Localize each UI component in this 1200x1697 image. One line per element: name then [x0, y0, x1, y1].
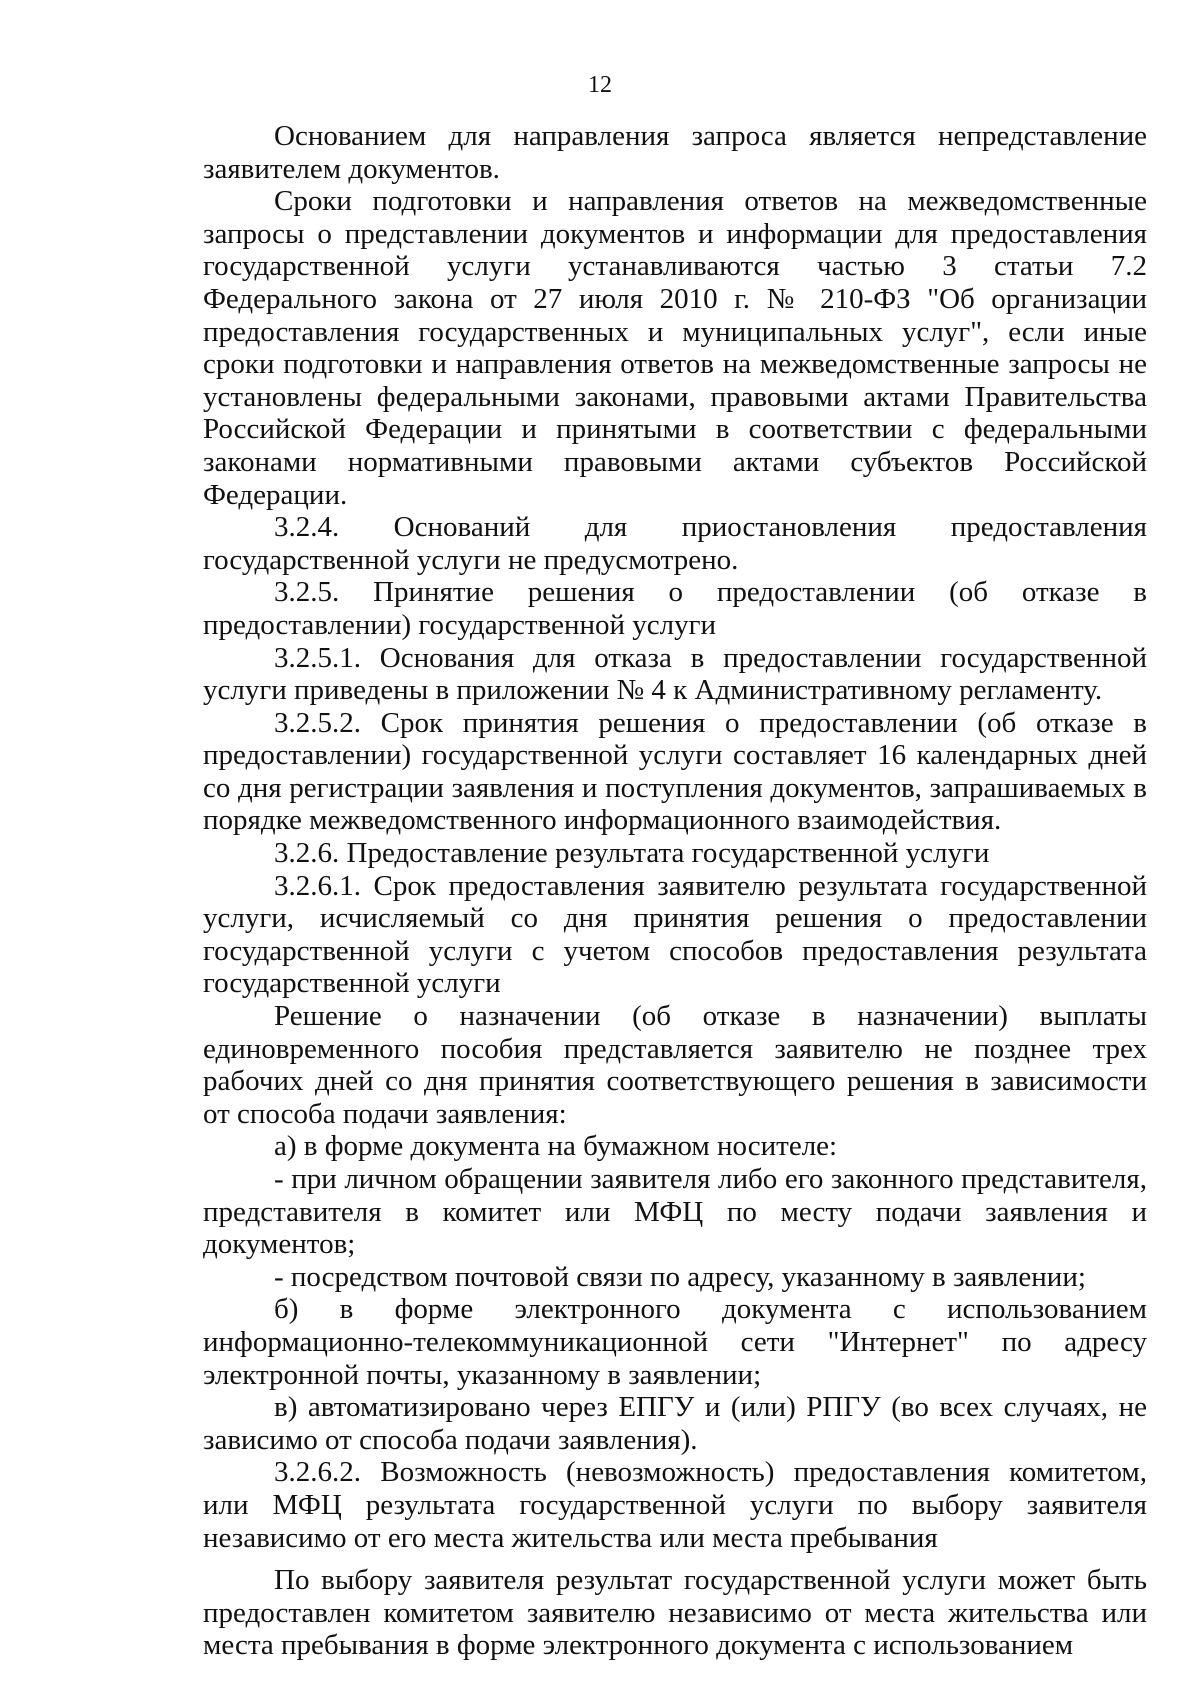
paragraph-applicant-choice: По выбору заявителя результат государственной услуги может быть предоставлен комитетом заявителю независимо от места жительства или места пребывания в форме электронного документа с использованием [203, 1564, 1147, 1662]
paragraph-decision-delivery: Решение о назначении (об отказе в назначении) выплаты единовременного пособия представляется заявителю не позднее трех рабочих дней со дня принятия соответствующего решения в зависимости от способа подачи заявления: [203, 1000, 1147, 1130]
document-body [203, 120, 1147, 1662]
paragraph-item-b: б) в форме электронного документа с использованием информационно-телекоммуникационной сети "Интернет" по адресу электронной почты, указанному в заявлении; [203, 1293, 1147, 1391]
paragraph-item-a: а) в форме документа на бумажном носителе: [274, 1130, 838, 1163]
paragraph-3-2-6: 3.2.6. Предоставление результата государственной услуги [274, 837, 990, 870]
paragraph-3-2-4: 3.2.4. Оснований для приостановления предоставления государственной услуги не предусмотрено. [203, 511, 1147, 576]
paragraph-item-by-post: - посредством почтовой связи по адресу, указанному в заявлении; [274, 1260, 1086, 1293]
paragraph-3-2-5: 3.2.5. Принятие решения о предоставлении (об отказе в предоставлении) государственной услуги [203, 576, 1147, 641]
page-number: 12 [588, 72, 612, 98]
paragraph-3-2-5-1: 3.2.5.1. Основания для отказа в предоставлении государственной услуги приведены в приложении № 4 к Административному регламенту. [203, 641, 1147, 707]
paragraph-response-deadlines: Сроки подготовки и направления ответов на межведомственные запросы о представлении документов и информации для предоставления государственной услуги устанавливаются частью 3 статьи 7.2 Федерального закона от 27 июля 2010 г. № 210-ФЗ "Об организации предоставления государственных и муниципальных услуг", если иные сроки подготовки и направления ответов на межведомственные запросы не установлены федеральными законами, правовыми актами Правительства Российской Федерации и принятыми в соответствии с федеральными законами нормативными правовыми актами субъектов Российской Федерации. [203, 185, 1147, 511]
paragraph-item-in-person: - при личном обращении заявителя либо его законного представителя, представителя в комитет или МФЦ по месту подачи заявления и документов; [203, 1163, 1147, 1261]
paragraph-3-2-6-2: 3.2.6.2. Возможность (невозможность) предоставления комитетом, или МФЦ результата государственной услуги по выбору заявителя независимо от его места жительства или места пребывания [203, 1456, 1147, 1554]
paragraph-3-2-5-2: 3.2.5.2. Срок принятия решения о предоставлении (об отказе в предоставлении) государственной услуги составляет 16 календарных дней со дня регистрации заявления и поступления документов, запрашиваемых в порядке межведомственного информационного взаимодействия. [203, 706, 1147, 837]
paragraph-basis-for-request: Основанием для направления запроса является непредставление заявителем документов. [203, 120, 1147, 185]
paragraph-item-v: в) автоматизировано через ЕПГУ и (или) РПГУ (во всех случаях, не зависимо от способа подачи заявления). [203, 1391, 1147, 1456]
paragraph-3-2-6-1: 3.2.6.1. Срок предоставления заявителю результата государственной услуги, исчисляемый со дня принятия решения о предоставлении государственной услуги с учетом способов предоставления результата государственной услуги [203, 869, 1147, 1000]
